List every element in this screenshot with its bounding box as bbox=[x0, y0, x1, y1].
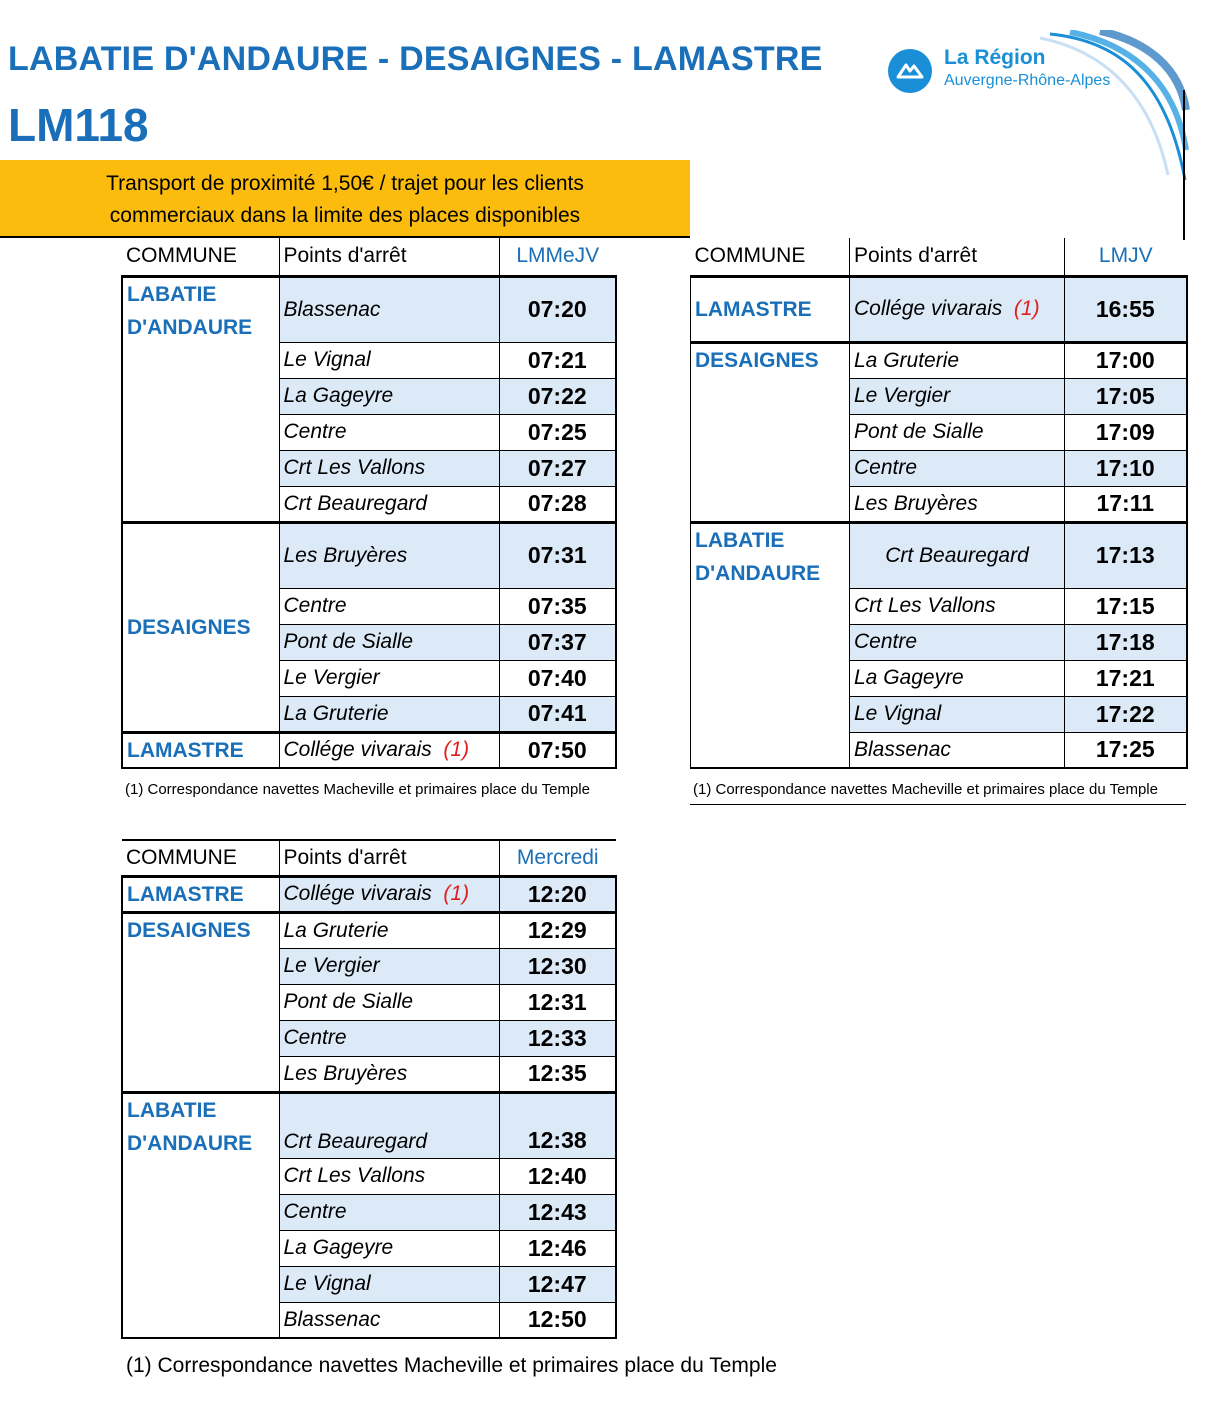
stop-name: Le Vignal bbox=[850, 696, 1065, 732]
stop-name: Les Bruyères bbox=[279, 522, 499, 588]
stop-name: Crt Les Vallons bbox=[850, 588, 1065, 624]
stop-name: Blassenac bbox=[279, 276, 499, 342]
column-header-commune: COMMUNE bbox=[691, 238, 850, 276]
stop-name: Blassenac bbox=[279, 1302, 499, 1338]
column-header-commune: COMMUNE bbox=[122, 840, 279, 876]
stop-time: 07:50 bbox=[499, 732, 616, 768]
fare-notice-line2: commerciaux dans la limite des places disponibles bbox=[109, 204, 581, 227]
commune-name: LABATIE D'ANDAURE bbox=[122, 276, 279, 522]
stop-name bbox=[279, 732, 499, 768]
stop-time: 07:27 bbox=[499, 450, 616, 486]
footnote-mark: (1) bbox=[443, 738, 470, 762]
stop-time: 07:21 bbox=[499, 342, 616, 378]
page-title: LABATIE D'ANDAURE - DESAIGNES - LAMASTRE bbox=[8, 40, 823, 78]
divider bbox=[690, 804, 1186, 805]
timetable-wednesday bbox=[121, 839, 617, 1339]
stop-time: 12:47 bbox=[499, 1266, 616, 1302]
timetable-afternoon bbox=[690, 238, 1188, 769]
stop-time: 07:31 bbox=[499, 522, 616, 588]
stop-name: Centre bbox=[279, 1194, 499, 1230]
stop-time: 12:20 bbox=[499, 876, 616, 912]
divider bbox=[1183, 90, 1185, 240]
stop-time: 16:55 bbox=[1065, 276, 1187, 342]
logo-name: La Région bbox=[944, 46, 1046, 69]
stop-time: 07:37 bbox=[499, 624, 616, 660]
stop-name: La Gruterie bbox=[279, 696, 499, 732]
stop-name: La Gruterie bbox=[850, 342, 1065, 378]
stop-time: 12:38 bbox=[499, 1092, 616, 1158]
stop-time: 17:18 bbox=[1065, 624, 1187, 660]
stop-name: Crt Beauregard bbox=[279, 1092, 499, 1158]
stop-time: 07:40 bbox=[499, 660, 616, 696]
stop-name: Crt Les Vallons bbox=[279, 1158, 499, 1194]
stop-time: 17:11 bbox=[1065, 486, 1187, 522]
stop-time: 12:33 bbox=[499, 1020, 616, 1056]
stop-name: Centre bbox=[850, 450, 1065, 486]
stop-time: 12:40 bbox=[499, 1158, 616, 1194]
stop-time: 17:15 bbox=[1065, 588, 1187, 624]
stop-name: Les Bruyères bbox=[279, 1056, 499, 1092]
stop-name: Centre bbox=[279, 588, 499, 624]
stop-name: Le Vergier bbox=[279, 948, 499, 984]
column-header-days: LMJV bbox=[1065, 238, 1187, 276]
commune-name: LAMASTRE bbox=[122, 876, 279, 912]
footnote-mark: (1) bbox=[443, 882, 470, 905]
fare-notice bbox=[0, 160, 690, 238]
stop-time: 12:50 bbox=[499, 1302, 616, 1338]
stop-time: 07:25 bbox=[499, 414, 616, 450]
stop-name: La Gruterie bbox=[279, 912, 499, 948]
stop-name bbox=[850, 276, 1065, 342]
stop-name: Le Vignal bbox=[279, 1266, 499, 1302]
stop-time: 12:46 bbox=[499, 1230, 616, 1266]
line-number: LM118 bbox=[8, 99, 149, 151]
stop-name: La Gageyre bbox=[279, 1230, 499, 1266]
commune-name: LABATIE D'ANDAURE bbox=[691, 522, 850, 768]
stop-time: 12:35 bbox=[499, 1056, 616, 1092]
stop-name: La Gageyre bbox=[850, 660, 1065, 696]
stop-name-text: Collége vivarais bbox=[283, 738, 432, 762]
stop-name: Crt Beauregard bbox=[850, 522, 1065, 588]
stop-name: Le Vergier bbox=[850, 378, 1065, 414]
stop-name: Le Vignal bbox=[279, 342, 499, 378]
stop-time: 07:41 bbox=[499, 696, 616, 732]
stop-name: Pont de Sialle bbox=[850, 414, 1065, 450]
footnote: (1) Correspondance navettes Macheville et primaires place du Temple bbox=[126, 1354, 777, 1377]
column-header-commune: COMMUNE bbox=[122, 238, 279, 276]
footnote-mark: (1) bbox=[1013, 297, 1040, 320]
stop-name: La Gageyre bbox=[279, 378, 499, 414]
column-header-days: Mercredi bbox=[499, 840, 616, 876]
footnote: (1) Correspondance navettes Macheville et primaires place du Temple bbox=[125, 781, 590, 798]
stop-time: 12:43 bbox=[499, 1194, 616, 1230]
stop-name: Centre bbox=[279, 414, 499, 450]
stop-name: Centre bbox=[279, 1020, 499, 1056]
commune-name: LABATIE D'ANDAURE bbox=[122, 1092, 279, 1338]
stop-time: 17:21 bbox=[1065, 660, 1187, 696]
stop-name-text: Collége vivarais bbox=[283, 882, 432, 905]
timetable-morning bbox=[121, 238, 617, 769]
stop-time: 17:13 bbox=[1065, 522, 1187, 588]
stop-name: Blassenac bbox=[850, 732, 1065, 768]
column-header-stop: Points d'arrêt bbox=[850, 238, 1065, 276]
stop-name bbox=[279, 876, 499, 912]
stop-name: Pont de Sialle bbox=[279, 624, 499, 660]
stop-name: Les Bruyères bbox=[850, 486, 1065, 522]
stop-time: 12:29 bbox=[499, 912, 616, 948]
column-header-stop: Points d'arrêt bbox=[279, 238, 499, 276]
mountain-icon bbox=[888, 49, 932, 93]
commune-name: DESAIGNES bbox=[122, 522, 279, 732]
column-header-days: LMMeJV bbox=[499, 238, 616, 276]
stop-time: 17:05 bbox=[1065, 378, 1187, 414]
stop-time: 07:20 bbox=[499, 276, 616, 342]
stop-name: Pont de Sialle bbox=[279, 984, 499, 1020]
stop-name: Crt Beauregard bbox=[279, 486, 499, 522]
commune-name: DESAIGNES bbox=[122, 912, 279, 1092]
stop-time: 17:22 bbox=[1065, 696, 1187, 732]
stop-time: 07:22 bbox=[499, 378, 616, 414]
footnote: (1) Correspondance navettes Macheville et primaires place du Temple bbox=[693, 781, 1158, 798]
column-header-stop: Points d'arrêt bbox=[279, 840, 499, 876]
stop-time: 12:31 bbox=[499, 984, 616, 1020]
stop-time: 07:28 bbox=[499, 486, 616, 522]
logo-subtitle: Auvergne-Rhône-Alpes bbox=[944, 72, 1111, 89]
stop-name: Le Vergier bbox=[279, 660, 499, 696]
stop-name-text: Collége vivarais bbox=[854, 297, 1003, 320]
commune-name: DESAIGNES bbox=[691, 342, 850, 522]
fare-notice-line1: Transport de proximité 1,50€ / trajet pour les clients bbox=[106, 172, 584, 195]
stop-time: 17:00 bbox=[1065, 342, 1187, 378]
commune-name: LAMASTRE bbox=[691, 276, 850, 342]
stop-time: 17:25 bbox=[1065, 732, 1187, 768]
swoosh-decoration bbox=[1040, 30, 1190, 190]
stop-time: 07:35 bbox=[499, 588, 616, 624]
stop-time: 12:30 bbox=[499, 948, 616, 984]
stop-time: 17:10 bbox=[1065, 450, 1187, 486]
stop-time: 17:09 bbox=[1065, 414, 1187, 450]
stop-name: Crt Les Vallons bbox=[279, 450, 499, 486]
stop-name: Centre bbox=[850, 624, 1065, 660]
commune-name: LAMASTRE bbox=[122, 732, 279, 768]
